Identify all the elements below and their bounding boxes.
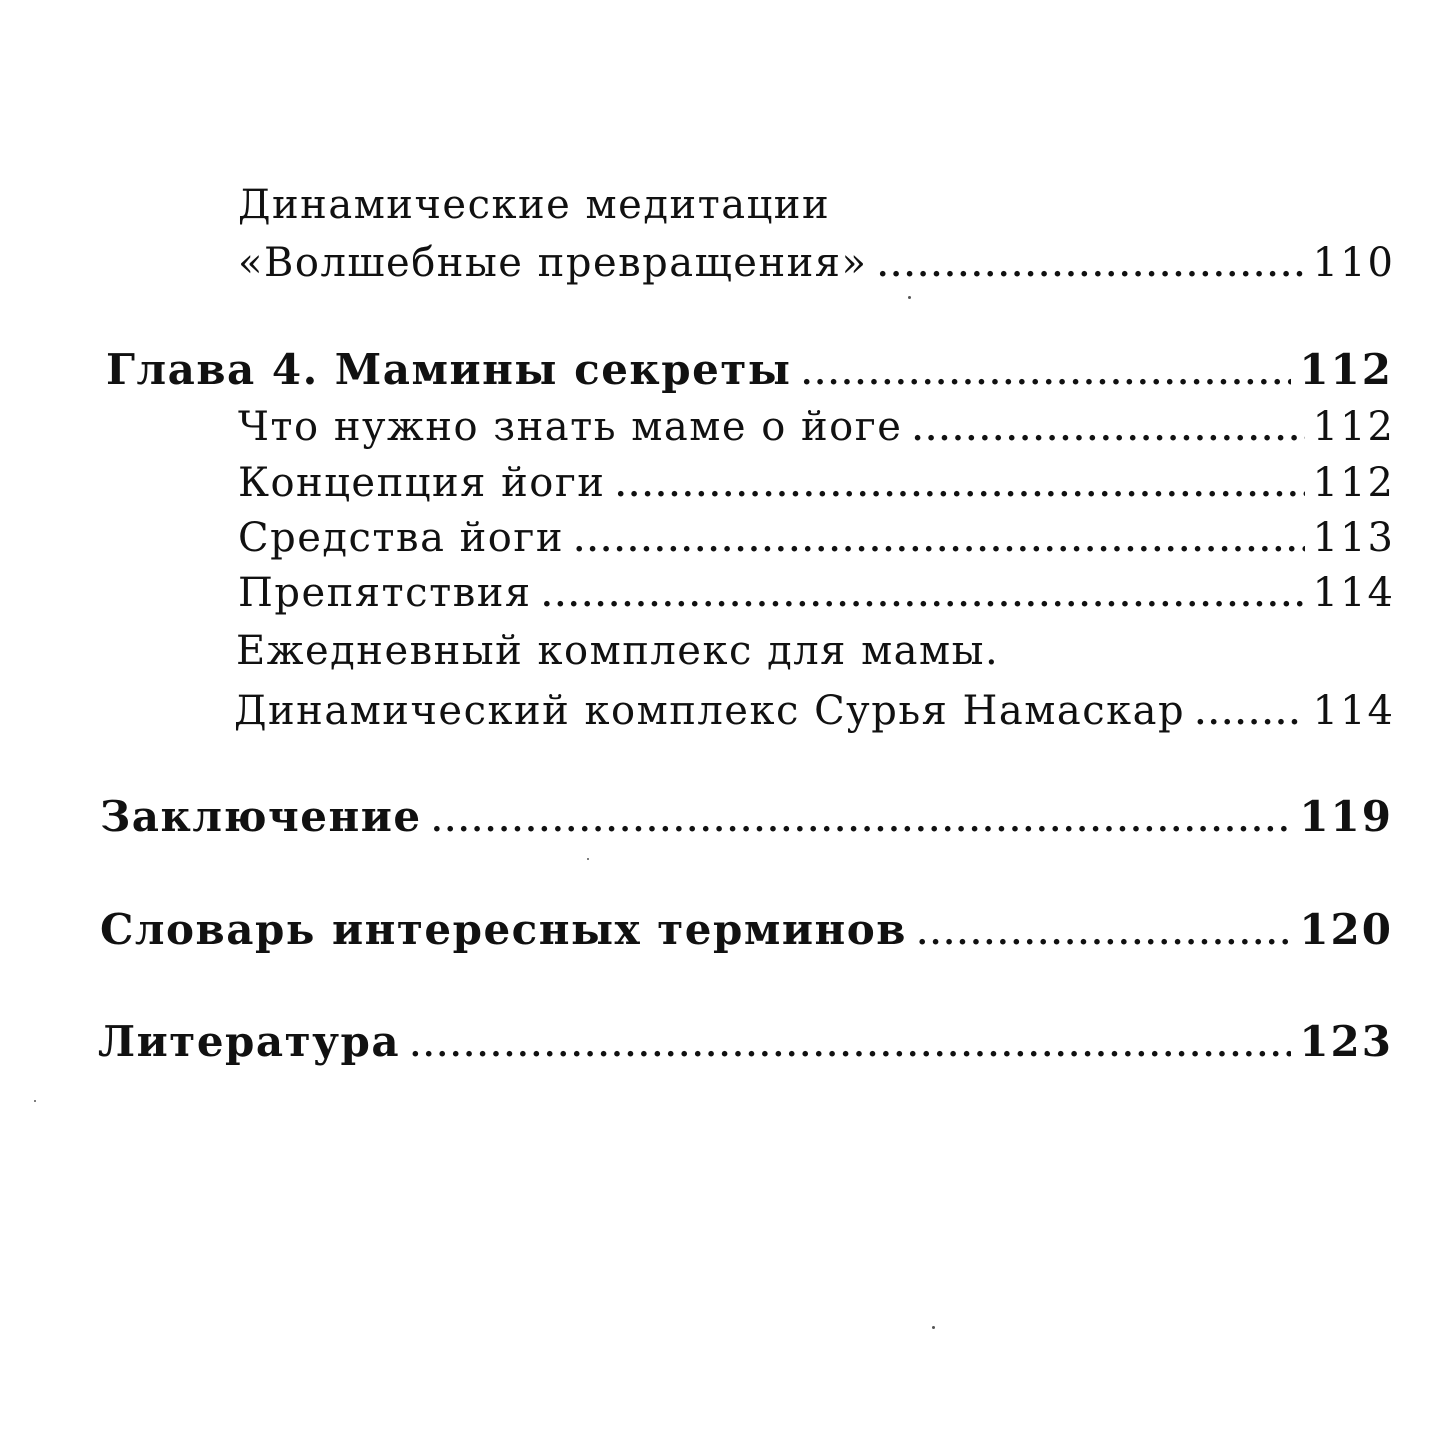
toc-entry-text: Средства йоги bbox=[238, 515, 564, 561]
toc-entry-yoga-means bbox=[238, 515, 1395, 561]
dot-leader bbox=[917, 920, 1291, 950]
page-number: 114 bbox=[1312, 688, 1395, 734]
toc-entry-conclusion bbox=[100, 792, 1393, 841]
toc-entry-meditations-line2 bbox=[238, 240, 1395, 286]
toc-entry-daily-complex-line1 bbox=[236, 628, 1395, 674]
toc-entry-daily-complex-line2 bbox=[234, 688, 1395, 734]
dot-leader bbox=[542, 582, 1305, 612]
toc-entry-literature bbox=[98, 1017, 1393, 1066]
page-number: 119 bbox=[1299, 792, 1393, 841]
page-number: 123 bbox=[1299, 1017, 1393, 1066]
toc-entry-text: Динамический комплекс Сурья Намаскар bbox=[234, 688, 1186, 734]
page-number: 110 bbox=[1312, 240, 1395, 286]
toc-entry-glossary bbox=[100, 905, 1393, 954]
toc-entry-text: Заключение bbox=[100, 792, 422, 841]
page-number: 112 bbox=[1299, 345, 1393, 394]
dot-leader bbox=[432, 807, 1292, 837]
scan-speck bbox=[932, 1326, 935, 1329]
dot-leader bbox=[574, 527, 1305, 557]
toc-entry-text: Концепция йоги bbox=[238, 460, 606, 506]
page-number: 113 bbox=[1312, 515, 1395, 561]
toc-entry-text: Динамические медитации bbox=[238, 182, 831, 228]
toc-entry-text: Словарь интересных терминов bbox=[100, 905, 907, 954]
scan-speck bbox=[587, 858, 589, 860]
toc-entry-text: Что нужно знать маме о йоге bbox=[238, 404, 903, 450]
toc-entry-text: Препятствия bbox=[238, 570, 532, 616]
page-number: 114 bbox=[1312, 570, 1395, 616]
page-number: 120 bbox=[1299, 905, 1393, 954]
dot-leader bbox=[1195, 700, 1305, 730]
scan-speck bbox=[908, 296, 911, 299]
toc-entry-text: Глава 4. Мамины секреты bbox=[106, 345, 792, 394]
toc-entry-obstacles bbox=[238, 570, 1395, 616]
toc-entry-text: Ежедневный комплекс для мамы. bbox=[236, 628, 1000, 674]
scan-speck bbox=[34, 1100, 36, 1102]
toc-entry-what-mom-needs bbox=[238, 404, 1395, 450]
toc-entry-text: Литература bbox=[98, 1017, 401, 1066]
dot-leader bbox=[410, 1032, 1291, 1062]
page-number: 112 bbox=[1312, 460, 1395, 506]
dot-leader bbox=[801, 360, 1291, 390]
toc-entry-yoga-concept bbox=[238, 460, 1395, 506]
page-number: 112 bbox=[1312, 404, 1395, 450]
dot-leader bbox=[615, 472, 1304, 502]
toc-entry-chapter4 bbox=[106, 345, 1393, 394]
dot-leader bbox=[912, 416, 1304, 446]
dot-leader bbox=[877, 252, 1304, 282]
toc-entry-meditations-line1 bbox=[238, 182, 1395, 228]
toc-entry-text: «Волшебные превращения» bbox=[238, 240, 868, 286]
